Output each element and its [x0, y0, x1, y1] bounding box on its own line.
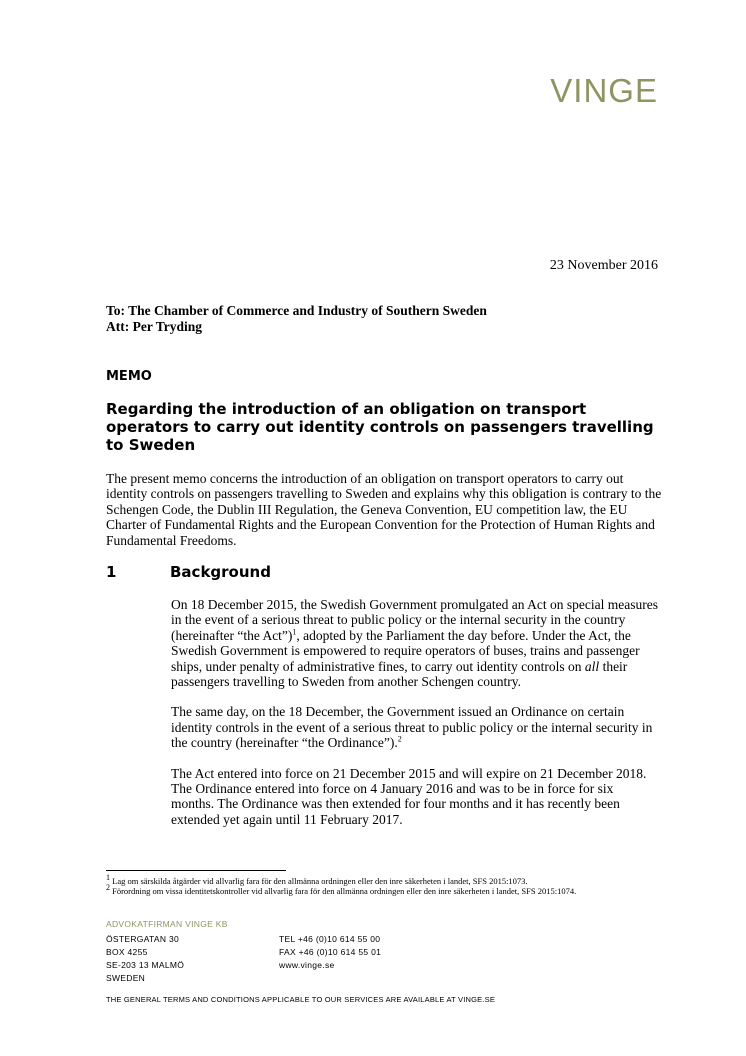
body-paragraph: The same day, on the 18 December, the Government issued an Ordinance on certain identity controls in the event of a serious threat to public policy or the internal security in the country (hereinafter “the Ordinance”).$^2$ — [171, 704, 653, 751]
section-body — [171, 597, 659, 842]
footnote-divider — [106, 870, 286, 871]
footer-website-link[interactable]: www.vinge.se — [279, 960, 335, 970]
footer-tel: TEL +46 (0)10 614 55 00 — [279, 934, 381, 944]
footer-terms: THE GENERAL TERMS AND CONDITIONS APPLICABLE TO OUR SERVICES ARE AVAILABLE AT VINGE.SE — [106, 995, 496, 1004]
footer-address: ÖSTERGATAN 30 BOX 4255 SE-203 13 MALMÖ SWEDEN — [106, 934, 185, 983]
section-title: Background — [170, 563, 271, 581]
footer-contact — [279, 933, 381, 972]
footer-firm-name: ADVOKATFIRMAN VINGE KB — [106, 919, 228, 929]
emphasis: all — [584, 658, 600, 674]
footnotes — [106, 873, 626, 896]
recipient-to: To: The Chamber of Commerce and Industry of Southern Sweden — [106, 303, 487, 318]
vinge-logo: VINGE — [550, 72, 658, 109]
section-heading — [106, 563, 271, 581]
section-number: 1 — [106, 563, 117, 581]
body-paragraph: On 18 December 2015, the Swedish Government promulgated an Act on special measures in the event of a serious threat to public policy or the internal security in the country (hereinafter “the Act”)$^1$, adopted by the Parliament the day before. Under the Act, the Swedish Government is empowered to require operators of buses, trains and passenger ships, under penalty of administrative fines, to carry out identity controls on all their passengers travelling to Sweden from another Schengen country. — [171, 597, 658, 690]
footnote-ref: 2 — [397, 734, 402, 744]
memo-label: MEMO — [106, 369, 152, 384]
footnote-ref: 1 — [292, 627, 297, 637]
recipient-att: Att: Per Tryding — [106, 319, 202, 334]
recipient-block — [106, 303, 487, 335]
body-paragraph: The Act entered into force on 21 December 2015 and will expire on 21 December 2018. The Ordinance entered into force on 4 January 2016 and was to be in force for six months. The Ordinance was then extended for four months and it has recently been extended yet again until 11 February 2017. — [171, 765, 647, 827]
footnote: $^2$ Förordning om vissa identitetskontroller vid allvarlig fara för den allmänna ordningen eller den inre säkerheten i landet, SFS 2015:1074. — [106, 883, 577, 896]
memo-date: 23 November 2016 — [549, 258, 658, 273]
footer-fax: FAX +46 (0)10 614 55 01 — [279, 947, 382, 957]
intro-paragraph: The present memo concerns the introduction of an obligation on transport operators to carry out identity controls on passengers travelling to Sweden and explains why this obligation is contrary to the Schengen Code, the Dublin III Regulation, the Geneva Convention, EU competition law, the EU Charter of Fundamental Rights and the European Convention for the Protection of Human Rights and Fundamental Freedoms. — [106, 471, 662, 548]
memo-subject: Regarding the introduction of an obligation on transport operators to carry out identity controls on passengers travelling to Sweden — [106, 400, 654, 454]
footnote: $^1$ Lag om särskilda åtgärder vid allvarlig fara för den allmänna ordningen eller den inre säkerheten i landet, SFS 2015:1073. — [106, 873, 528, 886]
